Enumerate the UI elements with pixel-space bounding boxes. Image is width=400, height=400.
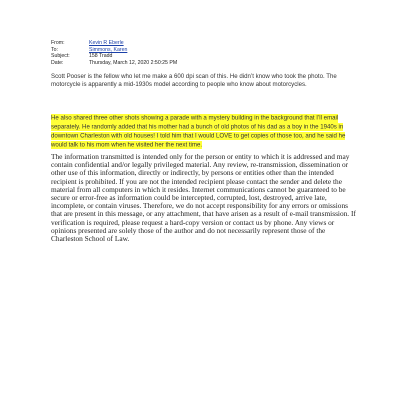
confidentiality-disclaimer: The information transmitted is intended only for the person or entity to which it is addressed and may contain confidential and/or legally privileged material. Any review, re-transmission, dissemination or other use of this information, directly or indirectly, by persons or entities other than the intended recipient is prohibited. If you are not the intended recipient please contact the sender and delete the material from all computers in which it resides. Internet communications cannot be guaranteed to be secure or error-free as information could be intercepted, corrupted, lost, destroyed, arrive late, incomplete, or contain viruses. Therefore, we do not accept responsibility for any errors or omissions that are present in this message, or any attachment, that have arisen as a result of e-mail transmission. If verification is required, please request a hard-copy version or contact us by phone. Any views or opinions presented are solely those of the author and do not necessarily represent those of the Charleston School of Law. xyxy=(51,152,356,244)
highlighted-text: He also shared three other shots showing a parade with a mystery building in the background that I’ll email separately. He randomly added that his mother had a bunch of old photos of his dad as a boy in the 1940s in downtown Charleston with old houses! I told him that I would LOVE to get copies of those too, and he said he would talk to his mom when he visited her the next time. xyxy=(51,115,346,149)
from-label: From: xyxy=(51,40,65,46)
to-value-link[interactable]: Simmons, Karen xyxy=(89,46,128,53)
email-header-block xyxy=(51,40,351,66)
subject-value: 158 Tradd xyxy=(89,53,113,60)
to-label: To: xyxy=(51,46,58,53)
date-label: Date: xyxy=(51,59,64,66)
header-row-subject xyxy=(51,53,351,60)
header-row-to xyxy=(51,47,351,54)
subject-label: Subject: xyxy=(51,53,70,60)
from-value-link[interactable]: Kevin R Eberle xyxy=(89,40,124,46)
header-row-from xyxy=(51,40,351,47)
email-body-intro-paragraph: Scott Pooser is the fellow who let me make a 600 dpi scan of this. He didn’t know who took the photo. The motorcycle is apparently a mid-1930s model according to people who know about motorcycles. xyxy=(51,73,337,89)
header-row-date xyxy=(51,60,351,67)
email-body-highlighted-paragraph xyxy=(51,115,356,150)
date-value: Thursday, March 12, 2020 2:50:25 PM xyxy=(89,59,178,66)
